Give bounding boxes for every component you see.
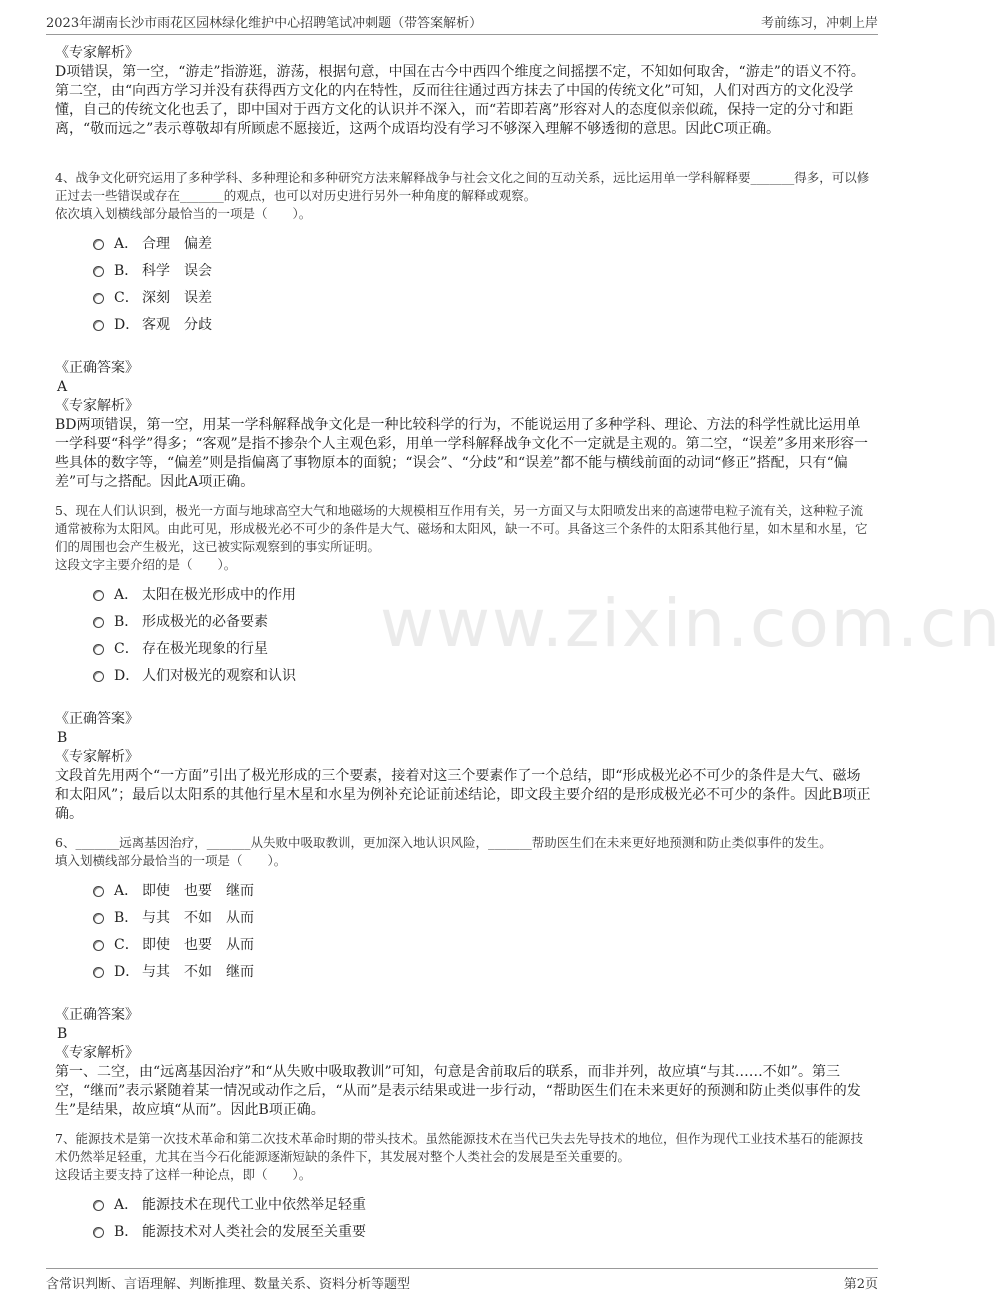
correct-answer-label: 《正确答案》 — [55, 1007, 139, 1023]
correct-answer: A — [57, 379, 68, 395]
radio-icon[interactable] — [93, 1227, 104, 1238]
question-7 — [55, 1130, 874, 1244]
radio-icon[interactable] — [93, 940, 104, 951]
question-stem: 7、能源技术是第一次技术革命和第二次技术革命时期的带头技术。虽然能源技术在当代已失去先导技术的地位，但作为现代工业技术基石的能源技术仍然举足轻重，尤其在当今石化能源逐渐短缺的条件下，其发展对整个人类社会的发展是至关重要的。 — [55, 1131, 863, 1164]
question-5 — [55, 502, 874, 824]
options-list — [93, 876, 874, 984]
option-c[interactable]: C． 即使 也要 从而 — [93, 930, 874, 957]
option-a[interactable]: A． 太阳在极光形成中的作用 — [93, 580, 874, 607]
question-stem: 6、_______远离基因治疗，_______从失败中吸取教训，更加深入地认识风险，_______帮助医生们在未来更好地预测和防止类似事件的发生。 — [55, 835, 832, 850]
question-prompt: 依次填入划横线部分最恰当的一项是（ ）。 — [55, 206, 312, 221]
question-6 — [55, 834, 874, 1120]
watermark: www.zixin.com.cn — [380, 585, 1002, 662]
page-number: 第2页 — [843, 1277, 878, 1292]
page-content — [55, 44, 874, 1244]
correct-answer-label: 《正确答案》 — [55, 360, 139, 376]
options-list — [93, 580, 874, 688]
option-a[interactable]: A． 能源技术在现代工业中依然举足轻重 — [93, 1190, 874, 1217]
option-c[interactable]: C． 存在极光现象的行星 — [93, 634, 874, 661]
question-4 — [55, 169, 874, 492]
question-prompt: 这段话主要支持了这样一种论点，即（ ）。 — [55, 1167, 312, 1182]
radio-icon[interactable] — [93, 590, 104, 601]
expert-analysis-label: 《专家解析》 — [55, 398, 139, 414]
option-c[interactable]: C． 深刻 误差 — [93, 283, 874, 310]
explanation-text: BD两项错误，第一空，用某一学科解释战争文化是一种比较科学的行为，不能说运用了多种学科、理论、方法的科学性就比运用单一学科要“科学”得多；“客观”是指不掺杂个人主观色彩，用单一学科解释战争文化不一定就是主观的。第二空，“误差”多用来形容一些具体的数字等，“偏差”则是指偏离了事物原本的面貌；“误会”、“分歧”和“误差”都不能与横线前面的动词“修正”搭配，只有“偏差”可与之搭配。因此A项正确。 — [55, 417, 868, 490]
radio-icon[interactable] — [93, 239, 104, 250]
radio-icon[interactable] — [93, 617, 104, 628]
correct-answer: B — [57, 730, 68, 746]
option-b[interactable]: B． 能源技术对人类社会的发展至关重要 — [93, 1217, 874, 1244]
option-d[interactable]: D． 客观 分歧 — [93, 310, 874, 337]
page-footer — [46, 1268, 878, 1293]
options-list — [93, 1190, 874, 1244]
option-b[interactable]: B． 科学 误会 — [93, 256, 874, 283]
question-prompt: 填入划横线部分最恰当的一项是（ ）。 — [55, 853, 287, 868]
radio-icon[interactable] — [93, 644, 104, 655]
option-a[interactable]: A． 即使 也要 继而 — [93, 876, 874, 903]
radio-icon[interactable] — [93, 1200, 104, 1211]
correct-answer-label: 《正确答案》 — [55, 711, 139, 727]
question-stem: 5、现在人们认识到，极光一方面与地球高空大气和地磁场的大规模相互作用有关，另一方面又与太阳喷发出来的高速带电粒子流有关，这种粒子流通常被称为太阳风。由此可见，形成极光必不可少的条件是大气、磁场和太阳风，缺一不可。具备这三个条件的太阳系其他行星，如木星和水星，它们的周围也会产生极光，这已被实际观察到的事实所证明。 — [55, 503, 868, 554]
radio-icon[interactable] — [93, 320, 104, 331]
explanation-text: 第一、二空，由“远离基因治疗”和“从失败中吸取教训”可知，句意是舍前取后的联系，而非并列，故应填“与其……不如”。第三空，“继而”表示紧随着某一情况或动作之后，“从而”是表示结果或进一步行动，“帮助医生们在未来更好的预测和防止类似事件的发生”是结果，故应填“从而”。因此B项正确。 — [55, 1064, 861, 1118]
question-prompt: 这段文字主要介绍的是（ ）。 — [55, 557, 237, 572]
correct-answer: B — [57, 1026, 68, 1042]
footer-note: 含常识判断、言语理解、判断推理、数量关系、资料分析等题型 — [46, 1277, 411, 1292]
explanation-text: 文段首先用两个“一方面”引出了极光形成的三个要素，接着对这三个要素作了一个总结，即“形成极光必不可少的条件是大气、磁场和太阳风”；最后以太阳系的其他行星木星和水星为例补充论证前述结论，即文段主要介绍的是形成极光必不可少的条件。因此B项正确。 — [55, 768, 871, 822]
explanation-text: D项错误，第一空，“游走”指游逛，游荡，根据句意，中国在古今中西四个维度之间摇摆不定，不知如何取舍，“游走”的语义不符。第二空，由“向西方学习并没有获得西方文化的内在特性，反而往往通过西方抹去了中国的传统文化”可知，人们对西方的文化没学懂，自己的传统文化也丢了，即中国对于西方文化的认识并不深入，而“若即若离”形容对人的态度似亲似疏，保持一定的分寸和距离，“敬而远之”表示尊敬却有所顾虑不愿接近，这两个成语均没有学习不够深入理解不够透彻的意思。因此C项正确。 — [55, 64, 865, 137]
radio-icon[interactable] — [93, 293, 104, 304]
radio-icon[interactable] — [93, 266, 104, 277]
option-d[interactable]: D． 与其 不如 继而 — [93, 957, 874, 984]
radio-icon[interactable] — [93, 913, 104, 924]
header-slogan: 考前练习，冲刺上岸 — [760, 16, 878, 31]
option-a[interactable]: A． 合理 偏差 — [93, 229, 874, 256]
expert-analysis-label: 《专家解析》 — [55, 1045, 139, 1061]
expert-analysis-label: 《专家解析》 — [55, 749, 139, 765]
page-header — [46, 10, 878, 35]
radio-icon[interactable] — [93, 671, 104, 682]
option-d[interactable]: D． 人们对极光的观察和认识 — [93, 661, 874, 688]
radio-icon[interactable] — [93, 886, 104, 897]
expert-analysis-label: 《专家解析》 — [55, 45, 139, 61]
options-list — [93, 229, 874, 337]
radio-icon[interactable] — [93, 967, 104, 978]
option-b[interactable]: B． 形成极光的必备要素 — [93, 607, 874, 634]
option-b[interactable]: B． 与其 不如 从而 — [93, 903, 874, 930]
question-stem: 4、战争文化研究运用了多种学科、多种理论和多种研究方法来解释战争与社会文化之间的互动关系，远比运用单一学科解释要_______得多，可以修正过去一些错误或存在_______的观点，也可以对历史进行另外一种角度的解释或观察。 — [55, 170, 870, 203]
document-title: 2023年湖南长沙市雨花区园林绿化维护中心招聘笔试冲刺题（带答案解析） — [46, 16, 483, 31]
